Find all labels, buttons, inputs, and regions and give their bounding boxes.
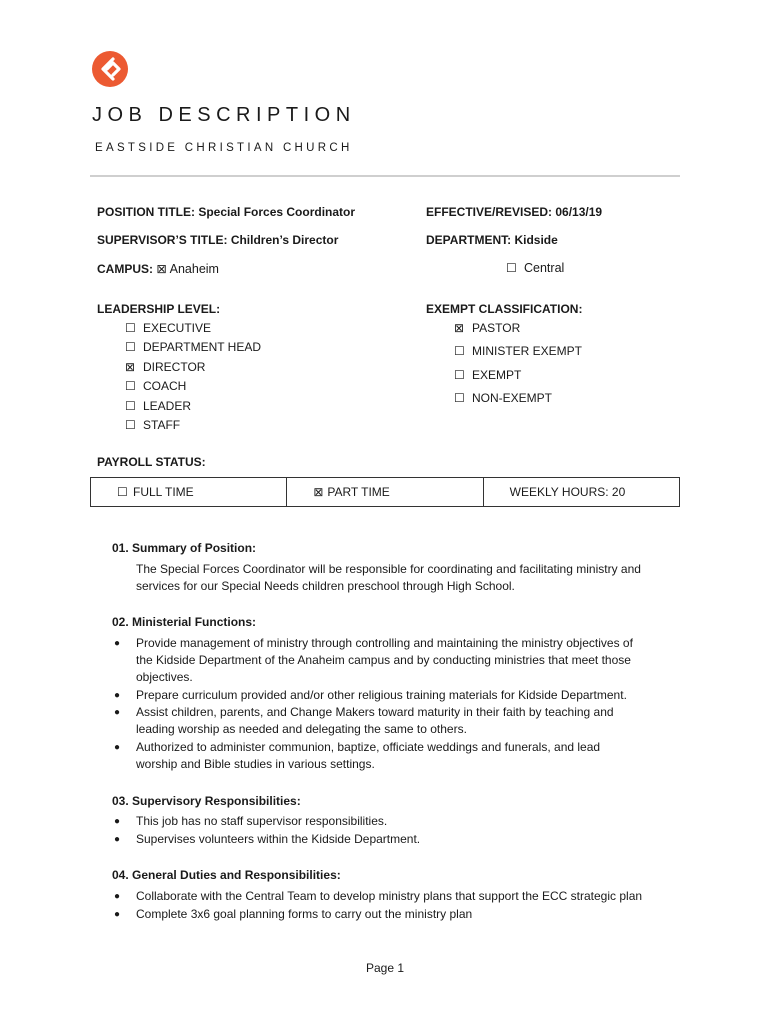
payroll-status-table xyxy=(90,477,680,507)
organization-name: EASTSIDE CHRISTIAN CHURCH xyxy=(95,142,353,154)
effective-row xyxy=(426,205,602,219)
exempt-classification-label: EXEMPT CLASSIFICATION: xyxy=(426,302,583,316)
section-heading-supervisory: 03. Supervisory Responsibilities: xyxy=(112,794,301,808)
effective-label: EFFECTIVE/REVISED: xyxy=(426,205,553,219)
list-item: ● Complete 3x6 goal planning forms to carry out the ministry plan xyxy=(114,907,473,921)
checkbox-unchecked-icon: ☐ xyxy=(454,344,465,358)
leadership-option-director[interactable]: ⊠ DIRECTOR xyxy=(125,360,206,374)
checkbox-unchecked-icon: ☐ xyxy=(125,418,136,432)
bullet-icon: ● xyxy=(114,909,121,920)
bullet-icon: ● xyxy=(114,816,121,827)
list-item: ● Assist children, parents, and Change Makers toward maturity in their faith by teaching and leading worship as needed and delegating the same to others. xyxy=(114,705,614,736)
list-item: ● Collaborate with the Central Team to develop ministry plans that support the ECC strategic plan xyxy=(114,889,643,903)
checkbox-checked-icon: ⊠ xyxy=(313,485,324,499)
page-number: Page 1 xyxy=(365,961,405,975)
checkbox-unchecked-icon: ☐ xyxy=(117,485,128,499)
section-heading-general-duties: 04. General Duties and Responsibilities: xyxy=(112,868,341,882)
payroll-part-time[interactable]: ⊠ PART TIME xyxy=(287,478,483,507)
checkbox-unchecked-icon: ☐ xyxy=(454,391,465,405)
list-item: ● Provide management of ministry through controlling and maintaining the ministry objectives of the Kidside Department of the Anaheim campus and by conducting ministries that meet those objectives. xyxy=(114,636,633,684)
campus-row xyxy=(97,261,219,276)
checkbox-unchecked-icon: ☐ xyxy=(125,379,136,393)
checkbox-unchecked-icon: ☐ xyxy=(125,340,136,354)
bullet-icon: ● xyxy=(114,891,121,902)
bullet-icon: ● xyxy=(114,690,121,701)
bullet-icon: ● xyxy=(114,834,121,845)
position-title-value: Special Forces Coordinator xyxy=(198,205,356,219)
leadership-level-label: LEADERSHIP LEVEL: xyxy=(97,302,221,316)
list-item: ● This job has no staff supervisor responsibilities. xyxy=(114,814,388,828)
checkbox-checked-icon: ⊠ xyxy=(125,360,136,374)
exempt-option-pastor[interactable]: ⊠ PASTOR xyxy=(454,321,521,335)
leadership-option-executive[interactable]: ☐ EXECUTIVE xyxy=(125,321,212,335)
checkbox-unchecked-icon: ☐ xyxy=(454,368,465,382)
department-value: Kidside xyxy=(514,233,558,247)
payroll-status-label: PAYROLL STATUS: xyxy=(97,455,206,469)
leadership-option-staff[interactable]: ☐ STAFF xyxy=(125,418,181,432)
leadership-option-leader[interactable]: ☐ LEADER xyxy=(125,399,192,413)
campus-option-central[interactable]: ☐ Central xyxy=(506,261,565,275)
checkbox-checked-icon: ⊠ xyxy=(454,321,465,335)
payroll-full-time[interactable]: ☐ FULL TIME xyxy=(91,478,287,507)
exempt-option-non-exempt[interactable]: ☐ NON-EXEMPT xyxy=(454,391,553,405)
checkbox-unchecked-icon: ☐ xyxy=(506,261,517,275)
list-item: ● Supervises volunteers within the Kidside Department. xyxy=(114,832,421,846)
list-item: ● Authorized to administer communion, baptize, officiate weddings and funerals, and lead worship and Bible studies in various settings. xyxy=(114,740,601,771)
bullet-icon: ● xyxy=(114,707,121,718)
list-item: ● Prepare curriculum provided and/or other religious training materials for Kidside Department. xyxy=(114,688,627,702)
section-heading-summary: 01. Summary of Position: xyxy=(112,541,257,555)
effective-value: 06/13/19 xyxy=(555,205,603,219)
department-row xyxy=(426,233,558,247)
leadership-option-department-head[interactable]: ☐ DEPARTMENT HEAD xyxy=(125,340,262,354)
payroll-weekly-hours: WEEKLY HOURS: 20 xyxy=(483,478,679,507)
bullet-icon: ● xyxy=(114,638,121,649)
supervisor-label: SUPERVISOR’S TITLE: xyxy=(97,233,228,247)
position-title-label: POSITION TITLE: xyxy=(97,205,195,219)
church-logo-icon xyxy=(92,51,128,87)
bullet-icon: ● xyxy=(114,742,121,753)
summary-paragraph: The Special Forces Coordinator will be responsible for coordinating and facilitating ministry and services for our Special Needs children preschool through High School. xyxy=(136,562,641,593)
checkbox-checked-icon: ⊠ xyxy=(156,262,167,276)
checkbox-unchecked-icon: ☐ xyxy=(125,321,136,335)
exempt-option-exempt[interactable]: ☐ EXEMPT xyxy=(454,368,522,382)
position-title-row xyxy=(97,205,355,219)
supervisor-value: Children’s Director xyxy=(230,233,339,247)
supervisor-row xyxy=(97,233,338,247)
document-title: JOB DESCRIPTION xyxy=(92,104,356,126)
department-label: DEPARTMENT: xyxy=(426,233,512,247)
campus-option-anaheim[interactable]: ⊠ Anaheim xyxy=(156,262,219,276)
leadership-option-coach[interactable]: ☐ COACH xyxy=(125,379,187,393)
campus-label: CAMPUS: xyxy=(97,262,153,276)
section-heading-ministerial: 02. Ministerial Functions: xyxy=(112,615,257,629)
checkbox-unchecked-icon: ☐ xyxy=(125,399,136,413)
exempt-option-minister-exempt[interactable]: ☐ MINISTER EXEMPT xyxy=(454,344,583,358)
header-divider xyxy=(90,175,680,177)
